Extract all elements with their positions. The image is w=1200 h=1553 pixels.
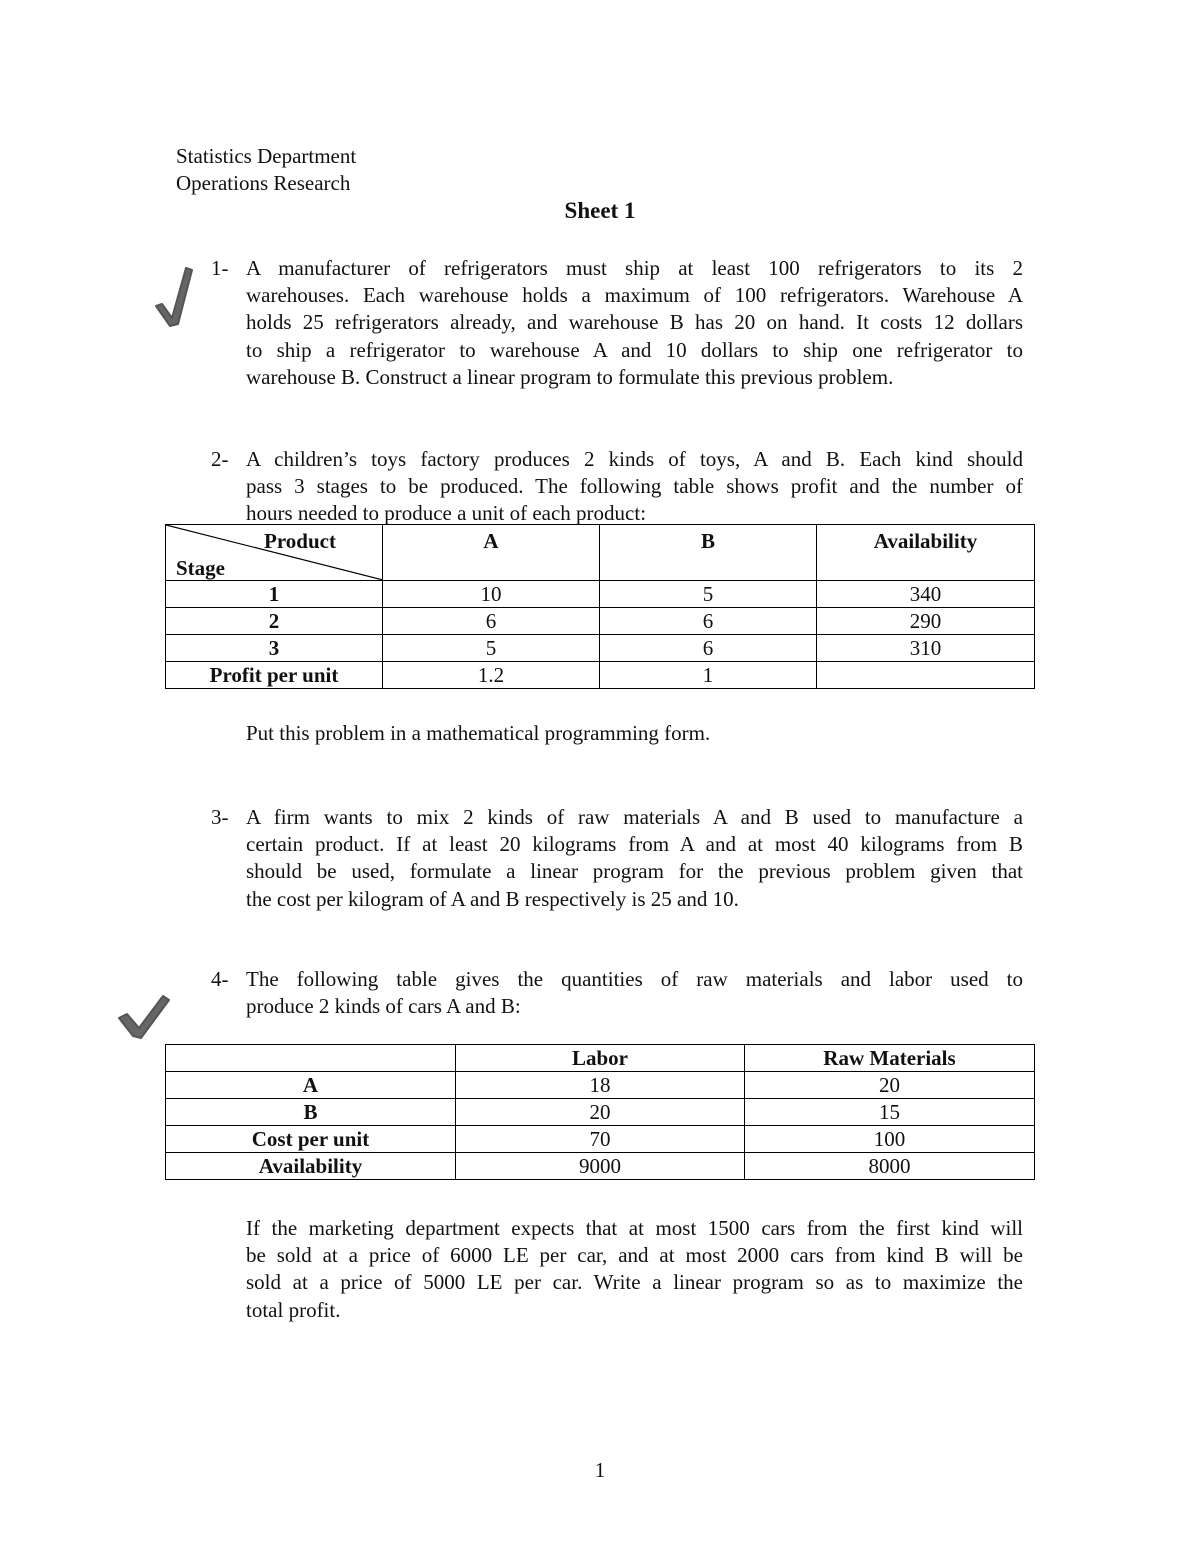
table-cell: 100 (745, 1126, 1035, 1153)
table-cell: 6 (600, 635, 817, 662)
question-number: 4- (211, 967, 229, 991)
question-number: 2- (211, 447, 229, 471)
table-header-row (166, 1045, 1035, 1072)
text-line: be sold at a price of 6000 LE per car, and at most 2000 cars from kind B will be (246, 1243, 1023, 1268)
text-line: pass 3 stages to be produced. The following table shows profit and the number of (246, 474, 1023, 499)
row-label: 1 (166, 581, 383, 608)
row-label: Availability (166, 1153, 456, 1180)
table-cell: 15 (745, 1099, 1035, 1126)
column-header: Availability (817, 525, 1035, 581)
question-4-text (246, 966, 1023, 1020)
text-line: If the marketing department expects that at most 1500 cars from the first kind will (246, 1216, 1023, 1240)
text-line: total profit. (246, 1297, 341, 1322)
text-line: A firm wants to mix 2 kinds of raw materials A and B used to manufacture a (246, 805, 1023, 829)
table-row (166, 662, 1035, 689)
table-cell: 5 (600, 581, 817, 608)
table-cell: 9000 (456, 1153, 745, 1180)
corner-label-product: Product (264, 529, 336, 553)
table-row (166, 1099, 1035, 1126)
question-number: 1- (211, 256, 229, 280)
row-label: Profit per unit (166, 662, 383, 689)
table-cell: 20 (745, 1072, 1035, 1099)
corner-label-stage: Stage (176, 556, 225, 580)
text-line: holds 25 refrigerators already, and warehouse B has 20 on hand. It costs 12 dollars (246, 310, 1023, 335)
table-cell: 8000 (745, 1153, 1035, 1180)
text-line: hours needed to produce a unit of each product: (246, 501, 647, 526)
text-line: should be used, formulate a linear program for the previous problem given that (246, 859, 1023, 884)
table-cell: 310 (817, 635, 1035, 662)
table-cell: 6 (600, 608, 817, 635)
text-line: sold at a price of 5000 LE per car. Write a linear program so as to maximize the (246, 1270, 1023, 1295)
table-cell: 70 (456, 1126, 745, 1153)
department-name: Statistics Department (176, 144, 357, 168)
table-cell: 20 (456, 1099, 745, 1126)
text-line: warehouses. Each warehouse holds a maximum of 100 refrigerators. Warehouse A (246, 283, 1023, 308)
course-name: Operations Research (176, 171, 351, 195)
checkmark-icon (117, 994, 171, 1040)
table-row (166, 1153, 1035, 1180)
question-2-instruction: Put this problem in a mathematical programming form. (246, 721, 711, 745)
table-cell: 1 (600, 662, 817, 689)
table-cell: 6 (383, 608, 600, 635)
text-line: certain product. If at least 20 kilograms from A and at most 40 kilograms from B (246, 832, 1023, 857)
table-cell: 18 (456, 1072, 745, 1099)
row-label: A (166, 1072, 456, 1099)
table-row (166, 1072, 1035, 1099)
table-row (166, 581, 1035, 608)
table-cell (817, 662, 1035, 689)
text-line: A children’s toys factory produces 2 kinds of toys, A and B. Each kind should (246, 447, 1023, 471)
question-2-text (246, 446, 1023, 528)
row-label: 3 (166, 635, 383, 662)
table-row (166, 1126, 1035, 1153)
toys-production-table (165, 524, 1035, 689)
table-cell: 290 (817, 608, 1035, 635)
question-1-text (246, 255, 1023, 391)
row-label: Cost per unit (166, 1126, 456, 1153)
table-cell: 10 (383, 581, 600, 608)
table-corner-cell (166, 525, 383, 581)
row-label: 2 (166, 608, 383, 635)
table-row (166, 608, 1035, 635)
question-number: 3- (211, 805, 229, 829)
row-label: B (166, 1099, 456, 1126)
text-line: A manufacturer of refrigerators must ship at least 100 refrigerators to its 2 (246, 256, 1023, 280)
cars-resources-table (165, 1044, 1035, 1180)
table-cell: 340 (817, 581, 1035, 608)
sheet-title: Sheet 1 (564, 198, 636, 223)
checkmark-icon (152, 264, 198, 328)
question-4-instruction (246, 1215, 1023, 1324)
text-line: the cost per kilogram of A and B respectively is 25 and 10. (246, 886, 739, 911)
text-line: warehouse B. Construct a linear program to formulate this previous problem. (246, 364, 894, 389)
column-header: B (600, 525, 817, 581)
table-row (166, 635, 1035, 662)
column-header (166, 1045, 456, 1072)
page-number: 1 (594, 1458, 606, 1482)
column-header: Raw Materials (745, 1045, 1035, 1072)
column-header: A (383, 525, 600, 581)
table-cell: 1.2 (383, 662, 600, 689)
text-line: produce 2 kinds of cars A and B: (246, 994, 521, 1019)
text-line: The following table gives the quantities of raw materials and labor used to (246, 967, 1023, 991)
question-3-text (246, 804, 1023, 913)
table-cell: 5 (383, 635, 600, 662)
column-header: Labor (456, 1045, 745, 1072)
text-line: to ship a refrigerator to warehouse A and 10 dollars to ship one refrigerator to (246, 337, 1023, 362)
